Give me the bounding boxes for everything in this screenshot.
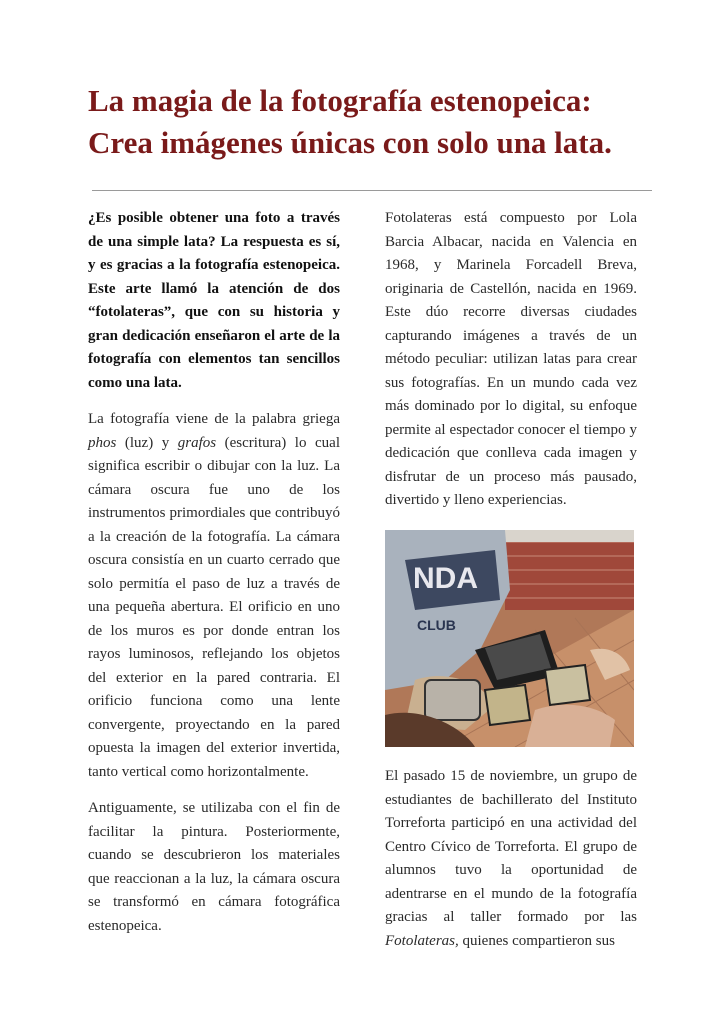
paragraph-history: Antiguamente, se utilizaba con el fin de facilitar la pintura. Posteriormente, cuando se descubrieron los materiales que reaccionan a la luz, la cámara oscura se transformó en cámara fotográfica estenopeica. [88, 800, 340, 934]
grafos-term: grafos [177, 434, 217, 451]
title-line-1: La magia de la fotografía estenopeica: [88, 83, 592, 118]
phos-term: phos [88, 434, 117, 451]
sweatshirt-text: NDA [413, 562, 478, 595]
paragraph-origins [88, 408, 340, 784]
article-title [88, 80, 668, 164]
sweatshirt-text-2: CLUB [417, 617, 456, 633]
lead-paragraph: ¿Es posible obtener una foto a través de una simple lata? La respuesta es sí, y es gracias a la fotografía estenopeica. Este arte llamó la atención de dos “fotolateras”, que con su historia y gran dedicación enseñaron el arte de la fotografía con elementos tan sencillos como una lata. [88, 210, 340, 391]
title-divider [92, 190, 652, 191]
text-run: quienes compartieron sus [458, 932, 615, 949]
title-line-2: Crea imágenes únicas con solo una lata. [88, 125, 612, 160]
left-column [88, 207, 340, 938]
text-run: La fotografía viene de la palabra griega [88, 411, 340, 427]
text-run: (luz) y [116, 434, 178, 451]
text-run: (escritura) lo cual significa escribir o dibujar con la luz. La cámara oscura fue uno de los instrumentos primordiales que contribuyó a la creación de la fotografía. La cámara oscura consistía en un cuarto cerrado que solo permitía el paso de luz a través de una pequeña abertura. El orificio en uno de los muros es por donde entran los rayos luminosos, reflejando los objetos del exterior en la pared contraria. El orificio funciona como una lente convergente, proyectando en la pared opuesta la imagen del exterior invertida, tanto vertical como horizontalmente. [88, 434, 340, 780]
text-run: El pasado 15 de noviembre, un grupo de estudiantes de bachillerato del Instituto Torreforta participó en una actividad del Centro Cívico de Torreforta. El grupo de alumnos tuvo la oportunidad de adentrarse en el mundo de la fotografía gracias al taller formado por las [385, 768, 637, 925]
article-photo [385, 530, 634, 747]
right-column-continued [385, 765, 637, 953]
paragraph-workshop [385, 765, 637, 953]
fotolateras-term: Fotolateras, [385, 932, 459, 949]
right-column [385, 207, 637, 513]
photo-illustration [385, 530, 634, 747]
paragraph-fotolateras: Fotolateras está compuesto por Lola Barcia Albacar, nacida en Valencia en 1968, y Marinela Forcadell Breva, originaria de Castellón, nacida en 1969. Este dúo recorre diversas ciudades capturando imágenes a través de un método peculiar: utilizan latas para crear sus fotografías. En un mundo cada vez más dominado por lo digital, su enfoque permite al espectador conocer el tiempo y dedicación que conlleva cada imagen y disfrutar de un proceso más pausado, divertido y lleno experiencias. [385, 210, 637, 508]
